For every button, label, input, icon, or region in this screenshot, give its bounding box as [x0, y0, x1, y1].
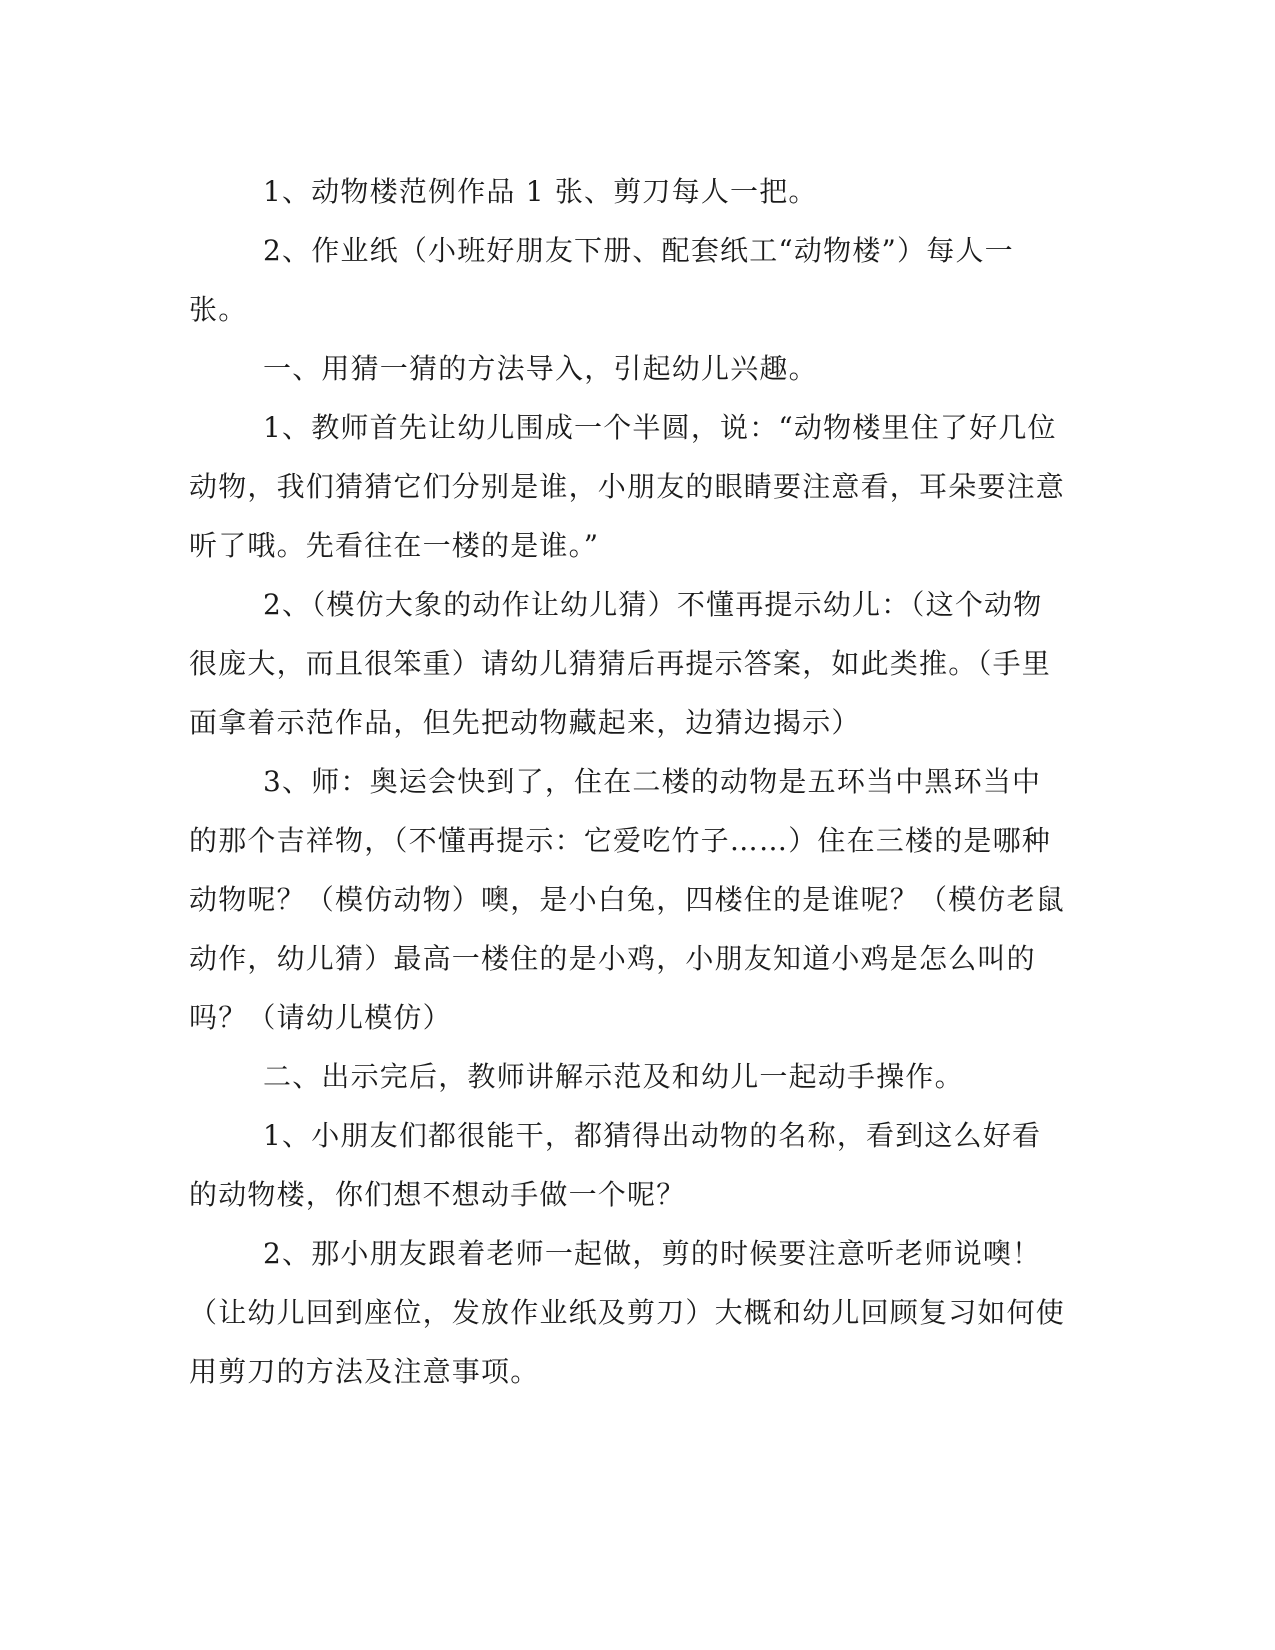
paragraph-materials-1: 1、动物楼范例作品 1 张、剪刀每人一把。	[263, 175, 818, 208]
document-body	[189, 162, 1069, 1401]
section-heading-2: 二、出示完后，教师讲解示范及和幼儿一起动手操作。	[263, 1060, 964, 1093]
paragraph-step-2-2: 2、那小朋友跟着老师一起做，剪的时候要注意听老师说噢！（让幼儿回到座位，发放作业纸及剪刀）大概和幼儿回顾复习如何使用剪刀的方法及注意事项。	[189, 1237, 1066, 1388]
paragraph-step-1-3: 3、师：奥运会快到了，住在二楼的动物是五环当中黑环当中的那个吉祥物，（不懂再提示：它爱吃竹子……）住在三楼的是哪种动物呢？（模仿动物）噢，是小白兔，四楼住的是谁呢？（模仿老鼠动作，幼儿猜）最高一楼住的是小鸡，小朋友知道小鸡是怎么叫的吗？（请幼儿模仿）	[189, 765, 1066, 1034]
paragraph-step-2-1: 1、小朋友们都很能干，都猜得出动物的名称，看到这么好看的动物楼，你们想不想动手做一个呢？	[189, 1119, 1042, 1211]
paragraph-materials-2: 2、作业纸（小班好朋友下册、配套纸工“动物楼”）每人一张。	[189, 234, 1014, 326]
paragraph-step-1-2: 2、（模仿大象的动作让幼儿猜）不懂再提示幼儿：（这个动物很庞大，而且很笨重）请幼儿猜猜后再提示答案，如此类推。（手里面拿着示范作品，但先把动物藏起来，边猜边揭示）	[189, 588, 1052, 739]
section-heading-1: 一、用猜一猜的方法导入，引起幼儿兴趣。	[263, 352, 818, 385]
paragraph-step-1-1: 1、教师首先让幼儿围成一个半圆，说：“动物楼里住了好几位动物，我们猜猜它们分别是谁，小朋友的眼睛要注意看，耳朵要注意听了哦。先看往在一楼的是谁。”	[189, 411, 1066, 562]
